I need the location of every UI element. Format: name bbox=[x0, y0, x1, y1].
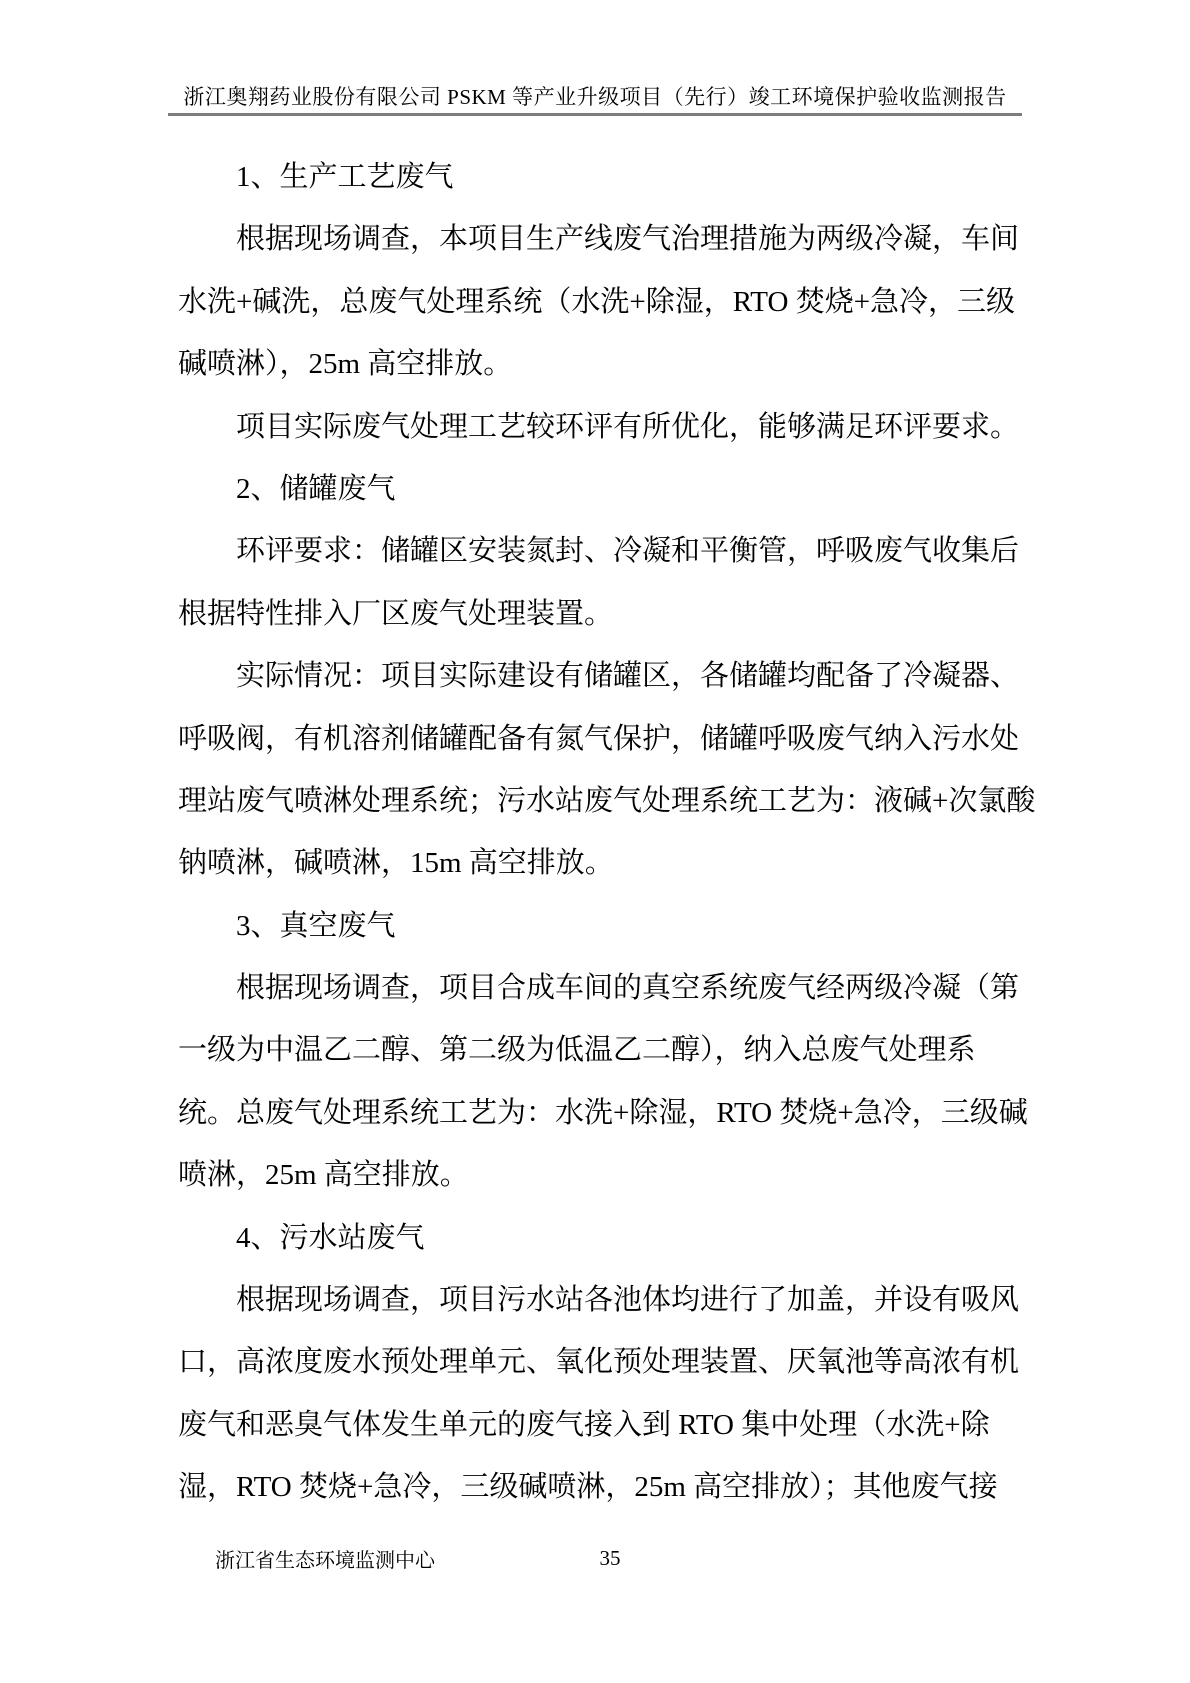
text-line: 根据现场调查，项目合成车间的真空系统废气经两级冷凝（第 bbox=[236, 972, 1020, 1005]
text-line: 环评要求：储罐区安装氮封、冷凝和平衡管，呼吸废气收集后 bbox=[236, 535, 1020, 568]
text-line: 碱喷淋），25m 高空排放。 bbox=[178, 348, 513, 381]
text-line: 2、储罐废气 bbox=[236, 472, 396, 505]
text-line: 水洗+碱洗，总废气处理系统（水洗+除湿，RTO 焚烧+急冷，三级 bbox=[178, 285, 1016, 318]
text-line: 废气和恶臭气体发生单元的废气接入到 RTO 集中处理（水洗+除 bbox=[178, 1408, 990, 1441]
body-paragraph bbox=[178, 208, 1018, 395]
text-line: 4、污水站废气 bbox=[236, 1221, 425, 1254]
text-line: 实际情况：项目实际建设有储罐区，各储罐均配备了冷凝器、 bbox=[236, 660, 1020, 693]
text-line: 理站废气喷淋处理系统；污水站废气处理系统工艺为：液碱+次氯酸 bbox=[178, 784, 1036, 817]
document-body bbox=[178, 146, 1036, 1519]
footer-organization: 浙江省生态环境监测中心 bbox=[215, 1550, 435, 1572]
body-paragraph bbox=[178, 520, 1018, 645]
text-line: 3、真空废气 bbox=[236, 909, 396, 942]
section-heading bbox=[178, 1207, 1018, 1269]
section-heading bbox=[178, 895, 1018, 957]
text-line: 一级为中温乙二醇、第二级为低温乙二醇），纳入总废气处理系 bbox=[178, 1034, 976, 1067]
text-line: 喷淋，25m 高空排放。 bbox=[178, 1159, 469, 1192]
text-line: 根据特性排入厂区废气处理装置。 bbox=[178, 597, 614, 630]
body-paragraph bbox=[178, 645, 1036, 895]
text-line: 统。总废气处理系统工艺为：水洗+除湿，RTO 焚烧+急冷，三级碱 bbox=[178, 1096, 1028, 1129]
text-line: 根据现场调查，本项目生产线废气治理措施为两级冷凝，车间 bbox=[236, 223, 1020, 256]
text-line: 呼吸阀，有机溶剂储罐配备有氮气保护，储罐呼吸废气纳入污水处 bbox=[178, 722, 1020, 755]
header-title: 浙江奥翔药业股份有限公司 PSKM 等产业升级项目（先行）竣工环境保护验收监测报告 bbox=[183, 85, 1007, 109]
text-line: 项目实际废气处理工艺较环评有所优化，能够满足环评要求。 bbox=[236, 410, 1020, 443]
section-heading bbox=[178, 146, 1018, 208]
section-heading bbox=[178, 458, 1018, 520]
body-paragraph bbox=[178, 1269, 1018, 1519]
header-rule bbox=[168, 113, 1022, 116]
text-line: 口，高浓度废水预处理单元、氧化预处理装置、厌氧池等高浓有机 bbox=[178, 1346, 1020, 1379]
footer-page-number: 35 bbox=[599, 1546, 621, 1570]
text-line: 根据现场调查，项目污水站各池体均进行了加盖，并设有吸风 bbox=[236, 1284, 1020, 1317]
body-paragraph bbox=[178, 957, 1028, 1207]
text-line: 1、生产工艺废气 bbox=[236, 161, 454, 193]
text-line: 湿，RTO 焚烧+急冷，三级碱喷淋，25m 高空排放）；其他废气接 bbox=[178, 1471, 998, 1504]
body-paragraph bbox=[178, 396, 1018, 458]
text-line: 钠喷淋，碱喷淋，15m 高空排放。 bbox=[178, 847, 614, 880]
